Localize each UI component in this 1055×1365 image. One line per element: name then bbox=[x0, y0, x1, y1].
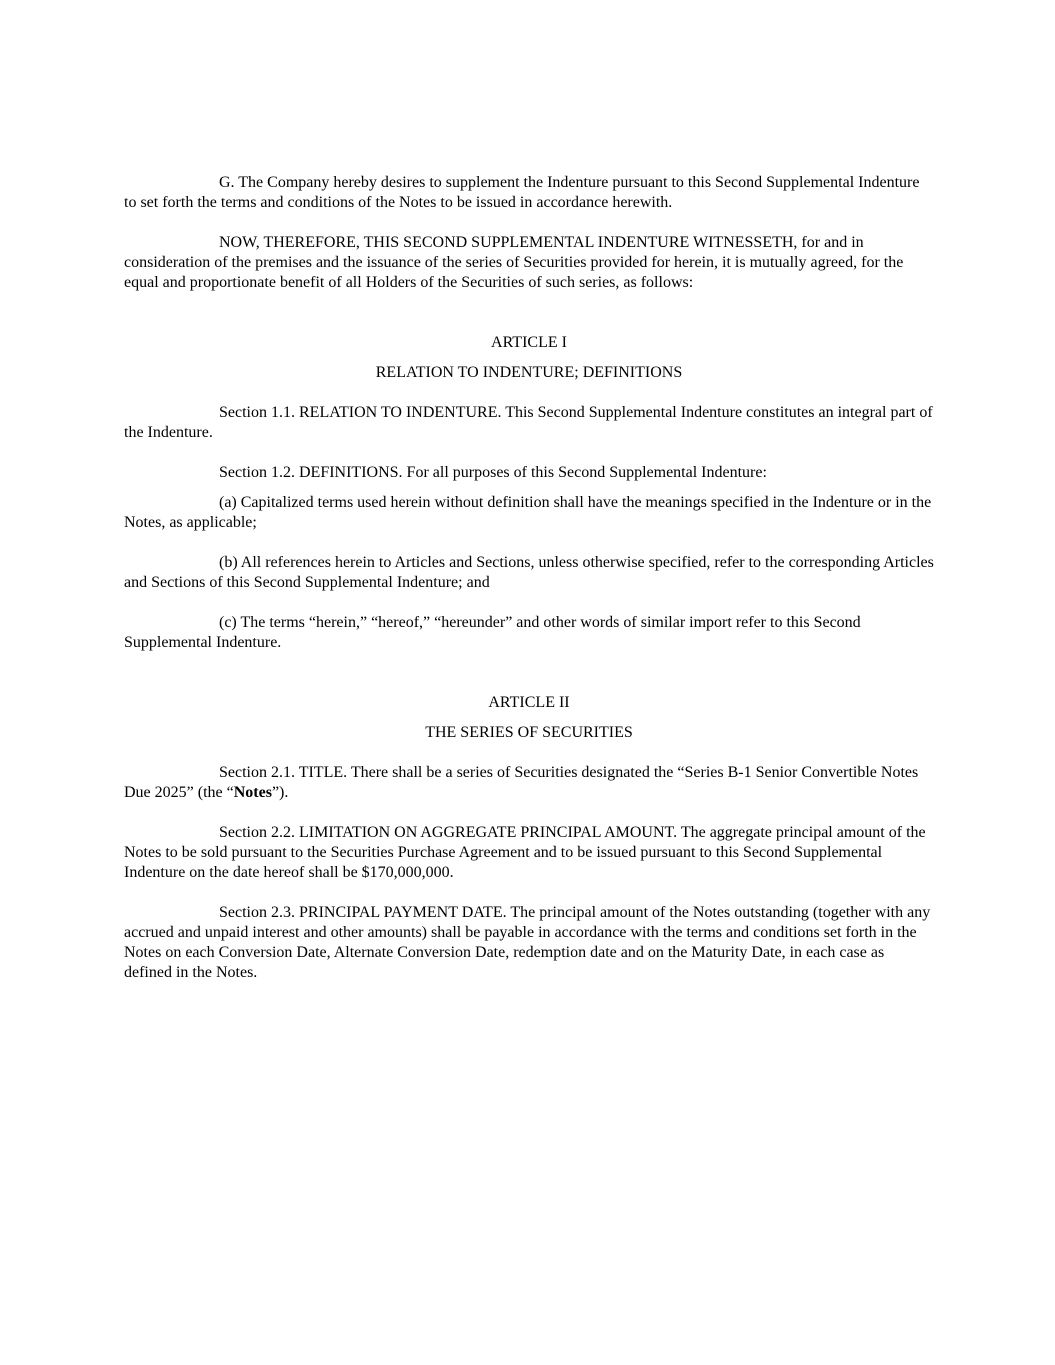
article-1-number: ARTICLE I bbox=[491, 334, 567, 351]
definition-item-a: (a) Capitalized terms used herein without definition shall have the meanings specified in the Indenture or in the Notes, as applicable; bbox=[124, 494, 932, 531]
section-1-1: Section 1.1. RELATION TO INDENTURE. This Second Supplemental Indenture constitutes an integral part of the Indenture. bbox=[124, 404, 933, 441]
article-2-title: THE SERIES OF SECURITIES bbox=[425, 724, 633, 741]
section-2-1-closing: ”). bbox=[271, 784, 289, 801]
section-1-2: Section 1.2. DEFINITIONS. For all purposes of this Second Supplemental Indenture: bbox=[219, 464, 767, 481]
definition-item-c: (c) The terms “herein,” “hereof,” “hereunder” and other words of similar import refer to this Second Supplemental Indenture. bbox=[124, 614, 861, 651]
definition-item-b: (b) All references herein to Articles and Sections, unless otherwise specified, refer to the corresponding Articles and Sections of this Second Supplemental Indenture; and bbox=[124, 554, 934, 591]
section-2-3: Section 2.3. PRINCIPAL PAYMENT DATE. The principal amount of the Notes outstanding (together with any accrued and unpaid interest and other amounts) shall be payable in accordance with the terms and conditions set forth in the Notes on each Conversion Date, Alternate Conversion Date, redemption date and on the Maturity Date, in each case as defined in the Notes. bbox=[124, 904, 931, 981]
section-2-1 bbox=[124, 763, 934, 803]
article-1-title: RELATION TO INDENTURE; DEFINITIONS bbox=[375, 364, 683, 381]
paragraph-g: G. The Company hereby desires to supplement the Indenture pursuant to this Second Supplemental Indenture to set forth the terms and conditions of the Notes to be issued in accordance herewith. bbox=[124, 174, 920, 211]
article-2-number: ARTICLE II bbox=[488, 694, 570, 711]
section-2-1-notes-defined-term: Notes bbox=[233, 784, 272, 801]
section-2-2: Section 2.2. LIMITATION ON AGGREGATE PRINCIPAL AMOUNT. The aggregate principal amount of the Notes to be sold pursuant to the Securities Purchase Agreement and to be issued pursuant to this Second Supplemental Indenture on the date hereof shall be $170,000,000. bbox=[124, 824, 926, 881]
paragraph-now-therefore: NOW, THEREFORE, THIS SECOND SUPPLEMENTAL INDENTURE WITNESSETH, for and in consideration of the premises and the issuance of the series of Securities provided for herein, it is mutually agreed, for the equal and proportionate benefit of all Holders of the Securities of such series, as follows: bbox=[124, 234, 904, 291]
section-2-1-text: Section 2.1. TITLE. There shall be a series of Securities designated the “Series B-1 Senior Convertible Notes Due 2025” (the “ bbox=[124, 764, 919, 801]
document-page bbox=[124, 173, 934, 983]
